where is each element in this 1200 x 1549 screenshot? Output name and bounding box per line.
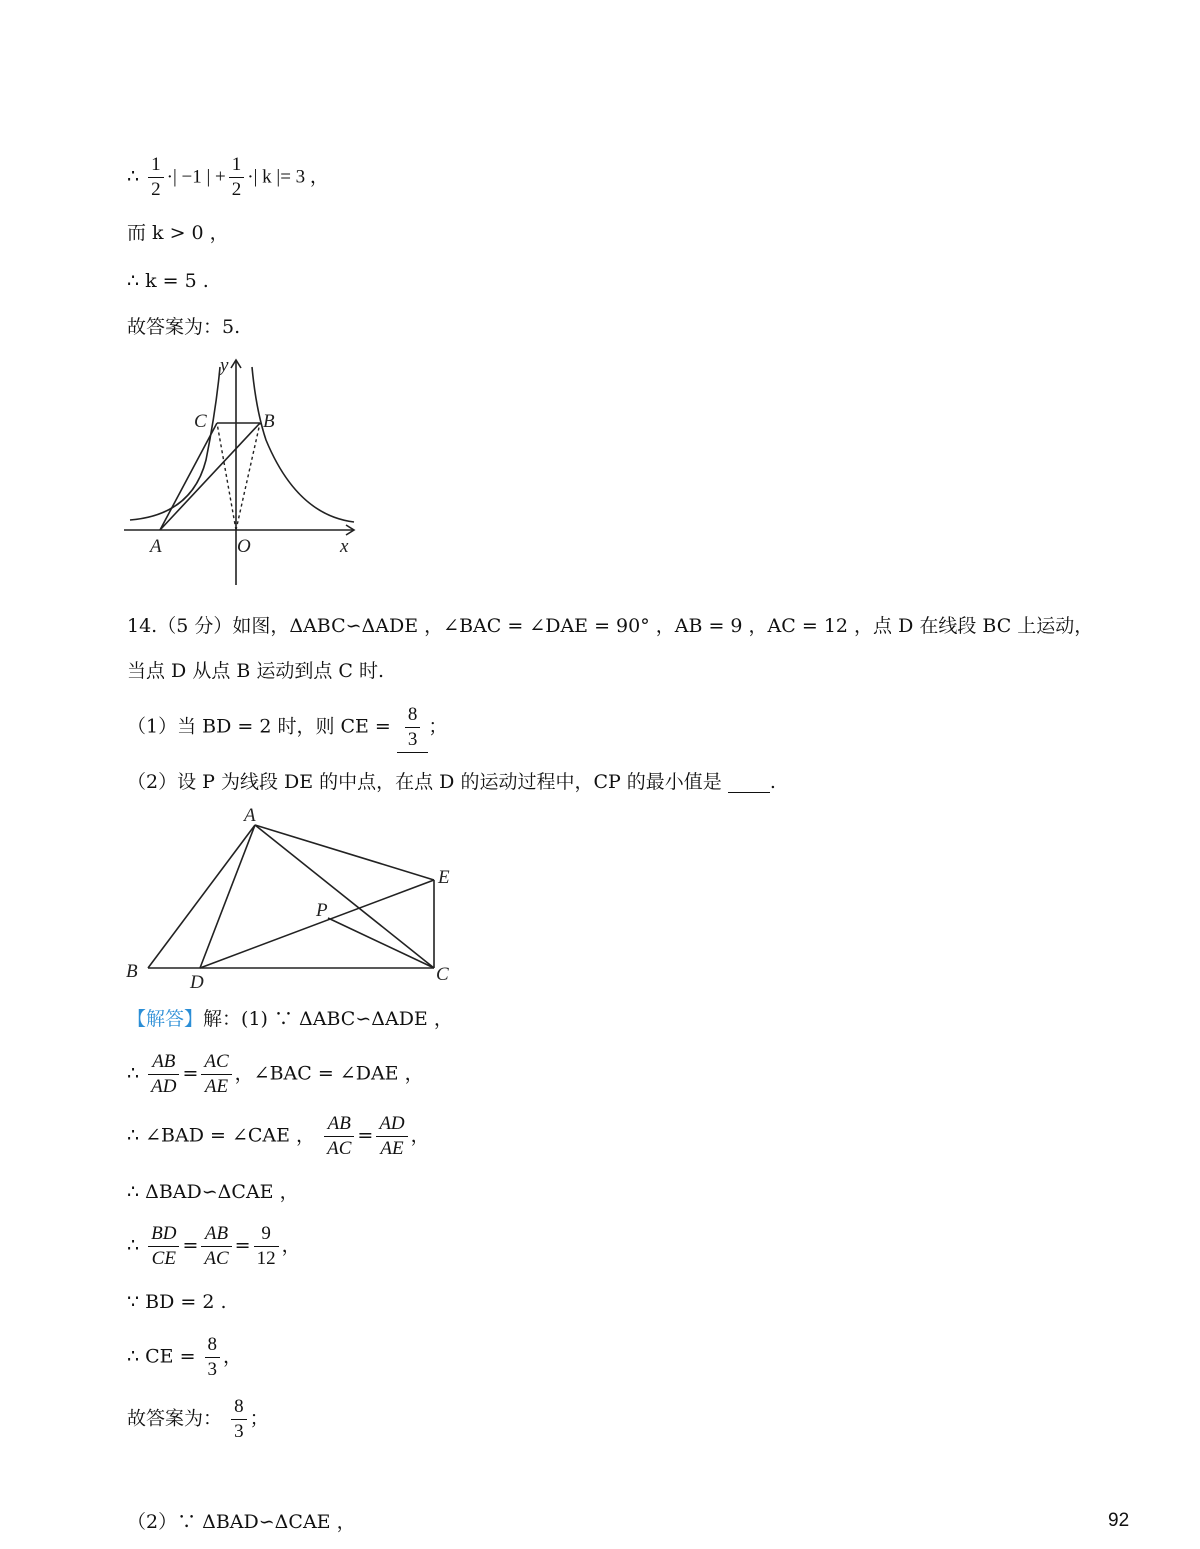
problem-14-stem-line1: 14.（5 分）如图，ΔABC∽ΔADE ，∠BAC = ∠DAE = 90° ，AB = 9 ，AC = 12 ，点 D 在线段 BC 上运动， <box>127 615 1094 637</box>
segment-ab <box>148 825 255 968</box>
label-a: A <box>244 805 256 826</box>
figure-triangles <box>120 805 465 995</box>
solution-line1: 【解答】解：(1) ∵ ΔABC∽ΔADE ， <box>127 1008 453 1030</box>
fraction-one-half: $\frac{1}{2}$ <box>148 153 164 202</box>
segment-ae <box>255 825 434 880</box>
label-b: B <box>126 961 138 982</box>
page-number: 92 <box>1108 1510 1130 1531</box>
label-o: O <box>237 536 251 557</box>
solution-line2: ∴ $\frac{AB}{AD}$ = $\frac{AC}{AE}$ ，∠BAC = ∠DAE ， <box>127 1051 424 1097</box>
solution-line5: ∴ $\frac{BD}{CE}$ = $\frac{AB}{AC}$ = $\frac{9}{12}$ ， <box>127 1223 301 1269</box>
label-y: y <box>220 355 229 376</box>
solution-line8: 故答案为： $\frac{8}{3}$ ； <box>127 1396 269 1442</box>
problem-14-part2: （2）设 P 为线段 DE 的中点，在点 D 的运动过程中，CP 的最小值是 . <box>127 771 776 793</box>
label-d: D <box>190 972 204 993</box>
solution-line7: ∴ CE = $\frac{8}{3}$ ， <box>127 1334 243 1380</box>
segment-ad <box>200 825 255 968</box>
label-c: C <box>194 411 207 432</box>
equation-k-value: ∴ k = 5 . <box>127 270 209 292</box>
label-x: x <box>340 536 349 557</box>
problem-14-stem-line2: 当点 D 从点 B 运动到点 C 时. <box>127 660 385 682</box>
label-a: A <box>150 536 162 557</box>
fraction-one-half-2: $\frac{1}{2}$ <box>229 153 245 202</box>
label-b: B <box>263 411 275 432</box>
label-p: P <box>316 900 328 921</box>
answer-blank-part2 <box>728 773 770 793</box>
solution-line9: （2）∵ ΔBAD∽ΔCAE ， <box>127 1511 356 1533</box>
label-e: E <box>438 867 450 888</box>
segment-ac <box>160 423 217 530</box>
answer-line-13: 故答案为：5. <box>127 316 241 338</box>
dashed-ob <box>236 423 260 530</box>
solution-line6: ∵ BD = 2 . <box>127 1291 227 1313</box>
solution-line3: ∴ ∠BAD = ∠CAE ， $\frac{AB}{AC}$ = $\frac{AD}{AE}$ ， <box>127 1113 430 1159</box>
figure-hyperbola-graph <box>122 355 362 587</box>
hyperbola-right-branch <box>252 367 354 522</box>
problem-14-part1: （1）当 BD = 2 时，则 CE = $\frac{8}{3}$ ； <box>127 703 447 753</box>
label-c: C <box>436 964 449 985</box>
segment-ac <box>255 825 434 968</box>
equation-area-sum: ∴ $\frac{1}{2}$ ·| −1 | + $\frac{1}{2}$ ·| k |= 3 ， <box>127 154 329 200</box>
answer-blank-part1: $\frac{8}{3}$ <box>397 703 429 753</box>
segment-de <box>200 880 434 968</box>
solution-line4: ∴ ΔBAD∽ΔCAE ， <box>127 1181 299 1203</box>
dashed-oc <box>217 423 236 530</box>
equation-k-positive: 而 k > 0 ， <box>127 222 229 244</box>
solution-tag: 解答 <box>146 1008 185 1030</box>
